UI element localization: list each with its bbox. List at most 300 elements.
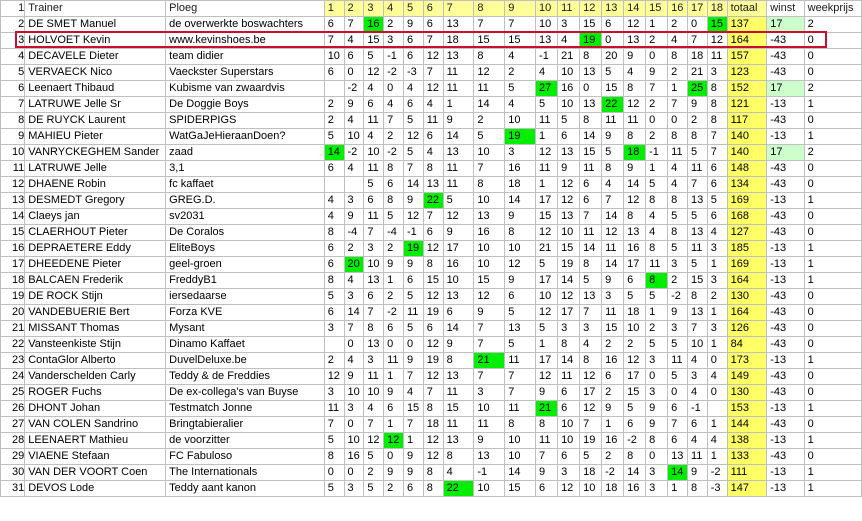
cell-score[interactable]: 15 <box>423 273 443 289</box>
header-round[interactable]: 17 <box>687 1 707 17</box>
cell-totaal[interactable]: 168 <box>727 209 767 225</box>
cell-weekprijs[interactable]: 0 <box>804 49 861 65</box>
cell-score[interactable]: 9 <box>602 273 624 289</box>
cell-score[interactable]: 5 <box>474 129 505 145</box>
cell-score[interactable]: 18 <box>624 305 646 321</box>
cell-totaal[interactable]: 130 <box>727 289 767 305</box>
cell-score[interactable]: 6 <box>580 177 602 193</box>
cell-totaal[interactable]: 157 <box>727 49 767 65</box>
cell-score[interactable]: 6 <box>344 49 364 65</box>
cell-score[interactable]: 10 <box>474 257 505 273</box>
cell-weekprijs[interactable]: 2 <box>804 81 861 97</box>
cell-score[interactable]: 3 <box>646 465 668 481</box>
cell-score[interactable]: 2 <box>344 241 364 257</box>
row-number[interactable]: 27 <box>1 417 25 433</box>
cell-trainer[interactable]: LEENAERT Mathieu <box>25 433 166 449</box>
cell-score[interactable]: 13 <box>423 177 443 193</box>
cell-score[interactable]: 14 <box>443 321 474 337</box>
cell-score[interactable]: 7 <box>403 161 423 177</box>
cell-score[interactable]: 5 <box>646 337 668 353</box>
cell-score[interactable]: 21 <box>558 49 580 65</box>
cell-score[interactable]: 1 <box>443 97 474 113</box>
cell-score[interactable]: -1 <box>687 401 707 417</box>
cell-score[interactable]: 12 <box>403 209 423 225</box>
cell-score[interactable]: 11 <box>505 401 536 417</box>
cell-score[interactable]: 0 <box>687 17 707 33</box>
cell-score[interactable]: 4 <box>707 433 727 449</box>
cell-score[interactable]: 11 <box>580 161 602 177</box>
cell-score[interactable]: 6 <box>324 161 344 177</box>
cell-trainer[interactable]: DECAVELE Dieter <box>25 49 166 65</box>
cell-trainer[interactable]: Vansteenkiste Stijn <box>25 337 166 353</box>
cell-score[interactable]: 2 <box>646 321 668 337</box>
cell-score[interactable]: 7 <box>344 321 364 337</box>
cell-score[interactable]: 10 <box>505 241 536 257</box>
cell-score[interactable]: 3 <box>707 321 727 337</box>
cell-score[interactable]: 4 <box>668 33 688 49</box>
cell-score[interactable]: 8 <box>707 113 727 129</box>
cell-score[interactable]: 9 <box>505 273 536 289</box>
cell-score[interactable]: 19 <box>580 33 602 49</box>
row-number[interactable]: 4 <box>1 49 25 65</box>
cell-score[interactable]: 3 <box>707 241 727 257</box>
cell-score[interactable]: 11 <box>364 369 384 385</box>
cell-score[interactable]: 10 <box>474 401 505 417</box>
cell-ploeg[interactable]: EliteBoys <box>166 241 325 257</box>
cell-score[interactable]: 4 <box>423 97 443 113</box>
cell-winst[interactable]: 17 <box>767 145 804 161</box>
cell-ploeg[interactable]: team didier <box>166 49 325 65</box>
cell-winst[interactable]: -43 <box>767 225 804 241</box>
cell-weekprijs[interactable]: 1 <box>804 193 861 209</box>
cell-score[interactable]: 5 <box>364 481 384 497</box>
cell-score[interactable]: 7 <box>403 369 423 385</box>
cell-score[interactable]: 13 <box>687 305 707 321</box>
cell-score[interactable]: 8 <box>443 353 474 369</box>
cell-score[interactable]: 9 <box>646 417 668 433</box>
cell-score[interactable]: 2 <box>324 353 344 369</box>
cell-score[interactable]: 6 <box>403 273 423 289</box>
cell-score[interactable]: 6 <box>364 193 384 209</box>
cell-ploeg[interactable]: Teddy & de Freddies <box>166 369 325 385</box>
header-round[interactable]: 4 <box>384 1 404 17</box>
cell-score[interactable]: 3 <box>344 481 364 497</box>
cell-score[interactable]: 2 <box>602 449 624 465</box>
cell-score[interactable]: -1 <box>536 49 558 65</box>
cell-score[interactable]: 9 <box>384 465 404 481</box>
cell-weekprijs[interactable]: 1 <box>804 465 861 481</box>
cell-score[interactable]: 8 <box>580 353 602 369</box>
header-round[interactable]: 12 <box>580 1 602 17</box>
cell-totaal[interactable]: 169 <box>727 257 767 273</box>
cell-score[interactable]: 7 <box>324 417 344 433</box>
cell-trainer[interactable]: VERVAECK Nico <box>25 65 166 81</box>
cell-score[interactable]: 8 <box>646 273 668 289</box>
cell-score[interactable]: 2 <box>364 465 384 481</box>
cell-score[interactable]: 10 <box>687 337 707 353</box>
cell-score[interactable]: 5 <box>324 289 344 305</box>
cell-score[interactable]: 9 <box>403 17 423 33</box>
cell-score[interactable]: 10 <box>474 241 505 257</box>
cell-score[interactable]: 4 <box>687 353 707 369</box>
cell-score[interactable]: 7 <box>423 385 443 401</box>
cell-score[interactable]: 12 <box>505 257 536 273</box>
cell-score[interactable]: 11 <box>687 449 707 465</box>
cell-score[interactable]: 8 <box>423 401 443 417</box>
cell-score[interactable]: 16 <box>558 81 580 97</box>
cell-score[interactable]: 10 <box>624 321 646 337</box>
cell-score[interactable]: 1 <box>707 337 727 353</box>
cell-score[interactable]: 5 <box>505 337 536 353</box>
cell-score[interactable]: 8 <box>580 257 602 273</box>
cell-trainer[interactable]: VANDEBUERIE Bert <box>25 305 166 321</box>
cell-winst[interactable]: -13 <box>767 433 804 449</box>
cell-score[interactable]: -4 <box>384 225 404 241</box>
cell-score[interactable]: 11 <box>443 177 474 193</box>
cell-score[interactable]: 16 <box>344 449 364 465</box>
cell-score[interactable]: 2 <box>324 113 344 129</box>
cell-ploeg[interactable]: De ex-collega's van Buyse <box>166 385 325 401</box>
cell-ploeg[interactable]: Kubisme van zwaardvis <box>166 81 325 97</box>
cell-score[interactable]: 17 <box>624 369 646 385</box>
cell-winst[interactable]: -13 <box>767 353 804 369</box>
cell-ploeg[interactable]: Forza KVE <box>166 305 325 321</box>
cell-score[interactable]: 10 <box>474 145 505 161</box>
cell-weekprijs[interactable]: 1 <box>804 273 861 289</box>
cell-score[interactable]: 6 <box>602 17 624 33</box>
cell-score[interactable]: 9 <box>474 305 505 321</box>
cell-score[interactable]: 8 <box>474 177 505 193</box>
cell-score[interactable]: 6 <box>423 321 443 337</box>
cell-score[interactable]: 0 <box>668 385 688 401</box>
cell-score[interactable]: -1 <box>646 145 668 161</box>
cell-score[interactable]: 20 <box>344 257 364 273</box>
cell-score[interactable]: 6 <box>403 481 423 497</box>
cell-score[interactable]: 8 <box>423 161 443 177</box>
cell-score[interactable]: 8 <box>505 225 536 241</box>
cell-score[interactable]: -3 <box>707 481 727 497</box>
cell-totaal[interactable]: 147 <box>727 481 767 497</box>
cell-score[interactable]: 13 <box>687 193 707 209</box>
cell-score[interactable]: 3 <box>344 289 364 305</box>
cell-score[interactable]: 21 <box>536 241 558 257</box>
cell-score[interactable]: 9 <box>505 209 536 225</box>
cell-score[interactable]: 7 <box>707 145 727 161</box>
cell-score[interactable]: 15 <box>536 209 558 225</box>
cell-weekprijs[interactable]: 0 <box>804 337 861 353</box>
cell-score[interactable]: 5 <box>384 209 404 225</box>
header-round[interactable]: 5 <box>403 1 423 17</box>
cell-score[interactable]: 7 <box>364 305 384 321</box>
cell-totaal[interactable]: 169 <box>727 193 767 209</box>
cell-weekprijs[interactable]: 0 <box>804 177 861 193</box>
cell-score[interactable]: 8 <box>668 193 688 209</box>
cell-score[interactable]: 12 <box>624 193 646 209</box>
cell-score[interactable]: 0 <box>384 337 404 353</box>
cell-score[interactable]: 7 <box>474 337 505 353</box>
cell-score[interactable]: 13 <box>505 321 536 337</box>
cell-weekprijs[interactable]: 1 <box>804 129 861 145</box>
cell-totaal[interactable]: 84 <box>727 337 767 353</box>
cell-score[interactable]: 4 <box>443 465 474 481</box>
cell-score[interactable]: 16 <box>443 257 474 273</box>
cell-score[interactable]: 11 <box>403 305 423 321</box>
cell-score[interactable]: 0 <box>646 449 668 465</box>
cell-ploeg[interactable]: De Doggie Boys <box>166 97 325 113</box>
cell-ploeg[interactable]: FreddyB1 <box>166 273 325 289</box>
cell-score[interactable]: 14 <box>558 353 580 369</box>
cell-score[interactable]: 15 <box>403 401 423 417</box>
cell-score[interactable]: 4 <box>624 65 646 81</box>
cell-score[interactable]: 9 <box>344 97 364 113</box>
cell-score[interactable]: 5 <box>364 177 384 193</box>
cell-score[interactable]: 12 <box>580 369 602 385</box>
cell-score[interactable] <box>324 81 344 97</box>
row-number[interactable]: 5 <box>1 65 25 81</box>
cell-score[interactable]: 13 <box>624 225 646 241</box>
cell-score[interactable]: 15 <box>580 17 602 33</box>
header-ploeg[interactable]: Ploeg <box>166 1 325 17</box>
cell-score[interactable]: 0 <box>580 81 602 97</box>
cell-score[interactable]: 19 <box>403 241 423 257</box>
cell-trainer[interactable]: VIAENE Stefaan <box>25 449 166 465</box>
header-round[interactable]: 18 <box>707 1 727 17</box>
cell-score[interactable]: 8 <box>624 129 646 145</box>
cell-score[interactable]: 15 <box>687 273 707 289</box>
cell-trainer[interactable]: DHEEDENE Pieter <box>25 257 166 273</box>
cell-trainer[interactable]: DEPRAETERE Eddy <box>25 241 166 257</box>
cell-score[interactable]: 10 <box>580 481 602 497</box>
cell-score[interactable]: 17 <box>536 273 558 289</box>
cell-ploeg[interactable]: de voorzitter <box>166 433 325 449</box>
cell-score[interactable]: 14 <box>558 273 580 289</box>
cell-score[interactable]: 14 <box>602 209 624 225</box>
cell-score[interactable]: 8 <box>324 449 344 465</box>
cell-score[interactable]: 2 <box>602 385 624 401</box>
cell-score[interactable]: 4 <box>505 97 536 113</box>
cell-winst[interactable]: -43 <box>767 449 804 465</box>
cell-score[interactable]: 11 <box>364 161 384 177</box>
cell-score[interactable]: 12 <box>558 177 580 193</box>
cell-score[interactable]: 6 <box>384 401 404 417</box>
cell-score[interactable]: 3 <box>558 17 580 33</box>
cell-trainer[interactable]: DEVOS Lode <box>25 481 166 497</box>
cell-score[interactable]: 11 <box>384 353 404 369</box>
cell-score[interactable]: 4 <box>324 193 344 209</box>
cell-totaal[interactable]: 126 <box>727 321 767 337</box>
header-round[interactable]: 11 <box>558 1 580 17</box>
cell-score[interactable]: 3 <box>707 65 727 81</box>
cell-score[interactable]: 14 <box>403 177 423 193</box>
cell-score[interactable]: 11 <box>423 113 443 129</box>
cell-score[interactable]: 12 <box>624 97 646 113</box>
cell-score[interactable]: 9 <box>646 65 668 81</box>
cell-score[interactable]: 17 <box>443 241 474 257</box>
cell-score[interactable]: 12 <box>558 481 580 497</box>
cell-score[interactable]: 2 <box>668 17 688 33</box>
cell-score[interactable]: 8 <box>423 481 443 497</box>
cell-score[interactable]: 0 <box>344 417 364 433</box>
cell-score[interactable] <box>324 337 344 353</box>
cell-totaal[interactable]: 173 <box>727 353 767 369</box>
cell-score[interactable]: 13 <box>364 273 384 289</box>
cell-trainer[interactable]: HOLVOET Kevin <box>25 33 166 49</box>
cell-totaal[interactable]: 123 <box>727 65 767 81</box>
cell-score[interactable]: -2 <box>344 145 364 161</box>
cell-winst[interactable]: -43 <box>767 177 804 193</box>
cell-score[interactable]: 9 <box>443 113 474 129</box>
cell-score[interactable]: 12 <box>580 401 602 417</box>
cell-weekprijs[interactable]: 2 <box>804 17 861 33</box>
cell-score[interactable]: 15 <box>602 81 624 97</box>
cell-score[interactable]: 0 <box>403 337 423 353</box>
cell-score[interactable]: 12 <box>423 337 443 353</box>
cell-weekprijs[interactable]: 1 <box>804 481 861 497</box>
cell-score[interactable]: 14 <box>624 177 646 193</box>
cell-score[interactable]: 9 <box>403 257 423 273</box>
cell-score[interactable]: -2 <box>384 145 404 161</box>
cell-score[interactable]: 7 <box>687 321 707 337</box>
cell-score[interactable]: 7 <box>364 225 384 241</box>
cell-score[interactable]: 10 <box>443 273 474 289</box>
cell-score[interactable]: -2 <box>384 65 404 81</box>
cell-score[interactable]: 7 <box>668 97 688 113</box>
cell-ploeg[interactable]: Testmatch Jonne <box>166 401 325 417</box>
cell-score[interactable]: 7 <box>474 369 505 385</box>
header-trainer[interactable]: Trainer <box>25 1 166 17</box>
row-number[interactable]: 22 <box>1 337 25 353</box>
cell-score[interactable]: 17 <box>536 193 558 209</box>
cell-trainer[interactable]: DE ROCK Stijn <box>25 289 166 305</box>
cell-score[interactable]: 1 <box>646 161 668 177</box>
cell-winst[interactable]: -13 <box>767 257 804 273</box>
cell-score[interactable]: 0 <box>707 353 727 369</box>
cell-score[interactable]: 1 <box>646 17 668 33</box>
cell-score[interactable]: 12 <box>536 225 558 241</box>
cell-trainer[interactable]: CLAERHOUT Pieter <box>25 225 166 241</box>
cell-score[interactable]: 17 <box>580 385 602 401</box>
cell-score[interactable]: 0 <box>344 465 364 481</box>
cell-score[interactable]: 18 <box>602 481 624 497</box>
cell-score[interactable]: 11 <box>443 65 474 81</box>
cell-score[interactable]: 9 <box>687 97 707 113</box>
cell-score[interactable]: 9 <box>474 433 505 449</box>
row-number[interactable]: 20 <box>1 305 25 321</box>
cell-score[interactable]: 13 <box>474 209 505 225</box>
cell-score[interactable]: 1 <box>707 305 727 321</box>
cell-score[interactable]: 4 <box>403 81 423 97</box>
cell-score[interactable]: -2 <box>624 433 646 449</box>
cell-score[interactable]: 22 <box>602 97 624 113</box>
cell-score[interactable]: 8 <box>624 81 646 97</box>
cell-score[interactable]: 4 <box>344 113 364 129</box>
cell-score[interactable]: 20 <box>602 49 624 65</box>
cell-score[interactable]: 5 <box>668 209 688 225</box>
cell-score[interactable]: 4 <box>344 33 364 49</box>
cell-score[interactable]: 3 <box>687 369 707 385</box>
cell-score[interactable]: 11 <box>602 241 624 257</box>
cell-score[interactable]: -3 <box>403 65 423 81</box>
cell-score[interactable]: 12 <box>536 145 558 161</box>
cell-score[interactable]: 18 <box>624 145 646 161</box>
cell-ploeg[interactable]: GREG.D. <box>166 193 325 209</box>
cell-score[interactable]: 11 <box>474 417 505 433</box>
cell-score[interactable]: 25 <box>687 81 707 97</box>
cell-score[interactable]: 12 <box>624 353 646 369</box>
cell-score[interactable]: 12 <box>474 289 505 305</box>
cell-score[interactable]: 8 <box>580 113 602 129</box>
cell-score[interactable]: -1 <box>403 225 423 241</box>
cell-score[interactable]: 13 <box>474 449 505 465</box>
cell-score[interactable]: 10 <box>344 433 364 449</box>
cell-winst[interactable]: -43 <box>767 417 804 433</box>
cell-ploeg[interactable]: SPIDERPIGS <box>166 113 325 129</box>
row-number[interactable]: 18 <box>1 273 25 289</box>
cell-score[interactable]: 3 <box>505 145 536 161</box>
cell-score[interactable]: 5 <box>403 289 423 305</box>
cell-score[interactable]: 18 <box>423 417 443 433</box>
cell-totaal[interactable]: 164 <box>727 33 767 49</box>
cell-score[interactable]: 6 <box>707 177 727 193</box>
cell-score[interactable]: 11 <box>707 49 727 65</box>
cell-score[interactable]: 9 <box>344 209 364 225</box>
cell-score[interactable]: 6 <box>324 17 344 33</box>
cell-totaal[interactable]: 185 <box>727 241 767 257</box>
cell-winst[interactable]: -43 <box>767 321 804 337</box>
cell-score[interactable]: 6 <box>403 97 423 113</box>
cell-score[interactable]: 12 <box>364 433 384 449</box>
cell-score[interactable]: 8 <box>364 321 384 337</box>
cell-score[interactable]: 12 <box>324 369 344 385</box>
cell-score[interactable]: 4 <box>707 369 727 385</box>
cell-totaal[interactable]: 138 <box>727 433 767 449</box>
cell-score[interactable]: 9 <box>403 353 423 369</box>
cell-score[interactable]: 11 <box>602 305 624 321</box>
cell-ploeg[interactable]: sv2031 <box>166 209 325 225</box>
cell-ploeg[interactable]: Mysant <box>166 321 325 337</box>
cell-score[interactable]: -2 <box>602 465 624 481</box>
cell-ploeg[interactable]: FC Fabuloso <box>166 449 325 465</box>
cell-score[interactable]: 13 <box>580 289 602 305</box>
cell-weekprijs[interactable]: 0 <box>804 417 861 433</box>
cell-score[interactable]: -2 <box>707 465 727 481</box>
cell-score[interactable]: 1 <box>536 129 558 145</box>
cell-score[interactable]: 5 <box>324 433 344 449</box>
cell-score[interactable]: 6 <box>324 65 344 81</box>
cell-score[interactable]: 7 <box>580 209 602 225</box>
cell-score[interactable]: 10 <box>505 433 536 449</box>
cell-score[interactable]: 12 <box>558 289 580 305</box>
cell-score[interactable]: 3 <box>324 321 344 337</box>
cell-score[interactable]: 4 <box>344 161 364 177</box>
cell-weekprijs[interactable]: 0 <box>804 33 861 49</box>
cell-totaal[interactable]: 148 <box>727 161 767 177</box>
cell-trainer[interactable]: LATRUWE Jelle <box>25 161 166 177</box>
cell-weekprijs[interactable]: 1 <box>804 257 861 273</box>
cell-score[interactable]: 6 <box>602 369 624 385</box>
cell-score[interactable]: 19 <box>423 305 443 321</box>
cell-score[interactable]: 11 <box>364 113 384 129</box>
cell-score[interactable]: 16 <box>505 161 536 177</box>
cell-winst[interactable]: -43 <box>767 161 804 177</box>
cell-score[interactable]: 12 <box>423 81 443 97</box>
row-number[interactable]: 19 <box>1 289 25 305</box>
cell-score[interactable]: 8 <box>602 161 624 177</box>
row-number[interactable]: 2 <box>1 17 25 33</box>
cell-score[interactable]: 2 <box>687 113 707 129</box>
cell-score[interactable]: 22 <box>443 481 474 497</box>
cell-ploeg[interactable]: iersedaarse <box>166 289 325 305</box>
